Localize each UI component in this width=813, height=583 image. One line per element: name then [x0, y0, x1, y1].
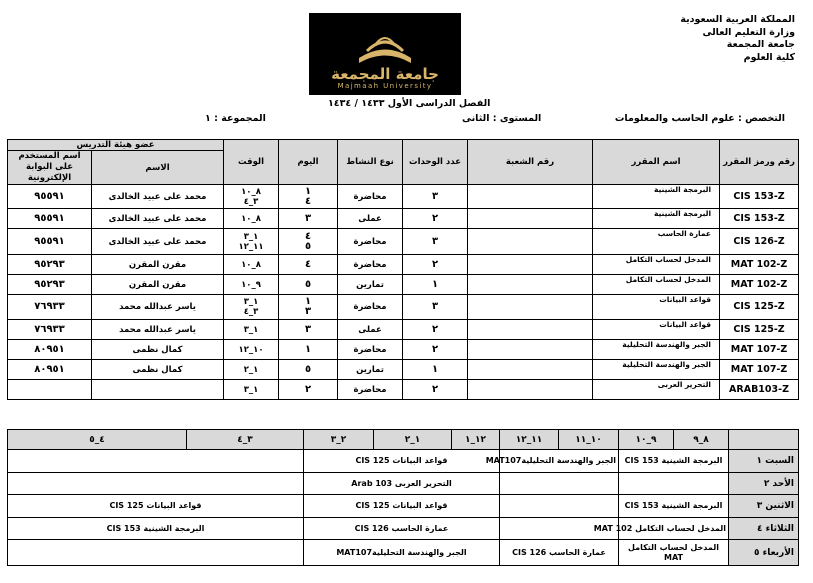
day-cell: [279, 275, 338, 295]
section-number: [468, 275, 593, 295]
day-cell: [279, 360, 338, 380]
units-count: ٢: [403, 255, 468, 275]
time-cell: [224, 275, 279, 295]
portal-username: ٩٥٢٩٣: [8, 275, 92, 295]
day-cell: [279, 320, 338, 340]
course-name: التحرير العربى: [593, 380, 720, 400]
activity-type: محاضرة: [338, 229, 403, 255]
table-row: [8, 360, 799, 380]
semester-title: الفصل الدراسى الأول ١٤٣٣ / ١٤٣٤: [328, 98, 491, 109]
course-name: البرمجة الشينية: [593, 185, 720, 209]
portal-username: ٩٥٥٩١: [8, 209, 92, 229]
day-label: الاثنين ٣: [729, 495, 799, 518]
instructor-name: محمد على عبيد الخالدى: [92, 229, 224, 255]
instructor-name: ياسر عبدالله محمد: [92, 320, 224, 340]
day-label: الثلاثاء ٤: [729, 518, 799, 540]
schedule-day-row: [8, 450, 799, 473]
schedule-cell: [8, 450, 304, 473]
course-code: MAT 107-Z: [720, 360, 799, 380]
org-line: وزارة التعليم العالى: [702, 26, 795, 38]
section-number: [468, 229, 593, 255]
day-cell-line: ٢: [304, 383, 312, 395]
time-cell: [224, 340, 279, 360]
time-cell: [224, 320, 279, 340]
activity-type: عملى: [338, 209, 403, 229]
time-cell-line: ١٠_١٢: [238, 344, 264, 355]
day-cell-line: ٥: [304, 240, 312, 252]
course-name: قواعد البيانات: [593, 295, 720, 320]
header-course: اسم المقرر: [593, 140, 720, 185]
table-row: [8, 255, 799, 275]
schedule-cell: قواعد البيانات CIS 125: [304, 495, 500, 518]
section-number: [468, 360, 593, 380]
time-cell: [224, 209, 279, 229]
units-count: ٢: [403, 380, 468, 400]
schedule-cell: عمارة الحاسب CIS 126: [304, 518, 500, 540]
activity-type: محاضرة: [338, 380, 403, 400]
time-slot-header: ١٠_١١: [559, 430, 619, 450]
day-cell-line: ٣: [304, 323, 312, 335]
units-count: ٢: [403, 340, 468, 360]
course-code: MAT 102-Z: [720, 255, 799, 275]
course-code: CIS 125-Z: [720, 320, 799, 340]
portal-username: ٧٦٩٣٣: [8, 295, 92, 320]
schedule-cell: [500, 473, 619, 495]
course-code: MAT 102-Z: [720, 275, 799, 295]
table-row: [8, 185, 799, 209]
schedule-cell: قواعد البيانات CIS 125: [304, 450, 500, 473]
day-cell: [279, 340, 338, 360]
activity-type: محاضرة: [338, 340, 403, 360]
schedule-cell: البرمجة الشينية CIS 153: [8, 518, 304, 540]
day-label: الأحد ٢: [729, 473, 799, 495]
course-code: ARAB103-Z: [720, 380, 799, 400]
day-cell-line: ٥: [304, 363, 312, 375]
section-number: [468, 320, 593, 340]
day-cell-line: ٤: [304, 258, 312, 270]
course-name: المدخل لحساب التكامل: [593, 255, 720, 275]
time-slot-header: ١١_١٢: [500, 430, 559, 450]
time-cell: [224, 295, 279, 320]
schedule-cell: [8, 540, 304, 566]
course-code: CIS 126-Z: [720, 229, 799, 255]
group-label: المجموعة : ١: [205, 113, 266, 124]
time-cell-line: ٨_١٠: [241, 213, 261, 224]
section-number: [468, 255, 593, 275]
section-number: [468, 295, 593, 320]
time-slot-header: ٣_٤: [187, 430, 304, 450]
org-line: جامعة المجمعة: [726, 39, 795, 50]
section-number: [468, 185, 593, 209]
day-cell-line: ١: [304, 296, 312, 307]
schedule-cell: البرمجة الشينية CIS 153: [619, 450, 729, 473]
course-code: CIS 153-Z: [720, 185, 799, 209]
units-count: ٣: [403, 229, 468, 255]
instructor-name: محمد على عبيد الخالدى: [92, 185, 224, 209]
specialization-label: التخصص : علوم الحاسب والمعلومات: [614, 113, 785, 124]
schedule-day-row: [8, 540, 799, 566]
instructor-name: كمال نظمى: [92, 340, 224, 360]
time-cell-line: ٣_٤: [243, 307, 259, 317]
time-cell-line: ٣_٤: [243, 196, 259, 207]
schedule-day-row: [8, 495, 799, 518]
day-cell-line: ٣: [304, 306, 312, 317]
activity-type: تمارين: [338, 360, 403, 380]
day-cell: [279, 255, 338, 275]
time-cell: [224, 380, 279, 400]
time-cell: [224, 185, 279, 209]
course-code: MAT 107-Z: [720, 340, 799, 360]
instructor-name: ياسر عبدالله محمد: [92, 295, 224, 320]
time-slot-header: ٨_٩: [674, 430, 729, 450]
schedule-cell: [500, 495, 619, 518]
portal-username: ٨٠٩٥١: [8, 340, 92, 360]
course-name: المدخل لحساب التكامل: [593, 275, 720, 295]
header-section: رقم الشعبة: [468, 140, 593, 185]
instructor-name: مقرن المقرن: [92, 275, 224, 295]
course-code: CIS 125-Z: [720, 295, 799, 320]
header-portal: اسم المستخدم على البوابة الإلكترونية: [8, 151, 92, 185]
portal-username: ٧٦٩٣٣: [8, 320, 92, 340]
activity-type: محاضرة: [338, 255, 403, 275]
time-cell: [224, 360, 279, 380]
instructor-name: محمد على عبيد الخالدى: [92, 209, 224, 229]
time-cell-line: ١١_١٢: [238, 241, 264, 252]
courses-table: [7, 139, 799, 400]
units-count: ١: [403, 275, 468, 295]
section-number: [468, 380, 593, 400]
instructor-name: مقرن المقرن: [92, 255, 224, 275]
day-cell-line: ٤: [304, 195, 312, 207]
time-slot-header: ١٢_١: [452, 430, 500, 450]
schedule-day-row: [8, 518, 799, 540]
time-cell: [224, 255, 279, 275]
schedule-header-row: [8, 430, 799, 450]
schedule-cell: [8, 473, 304, 495]
time-cell-line: ٨_١٠: [241, 259, 261, 270]
header-time: الوقت: [224, 140, 279, 185]
schedule-cell: البرمجة الشينية CIS 153: [619, 495, 729, 518]
time-slot-header: ٢_٣: [304, 430, 374, 450]
org-line: المملكة العربية السعودية: [680, 14, 795, 25]
time-slot-header: ١_٢: [374, 430, 452, 450]
day-label: الأربعاء ٥: [729, 540, 799, 566]
day-cell: [279, 295, 338, 320]
day-cell: [279, 229, 338, 255]
org-line: كلية العلوم: [743, 51, 795, 63]
day-cell: [279, 380, 338, 400]
logo-title: جامعة المجمعة: [331, 65, 439, 83]
units-count: ٣: [403, 295, 468, 320]
portal-username: ٨٠٩٥١: [8, 360, 92, 380]
instructor-name: كمال نظمى: [92, 360, 224, 380]
day-cell-line: ١: [304, 185, 312, 197]
weekly-schedule: [7, 429, 799, 566]
units-count: ٣: [403, 185, 468, 209]
schedule-day-row: [8, 473, 799, 495]
course-code: CIS 153-Z: [720, 209, 799, 229]
portal-username: ٩٥٥٩١: [8, 185, 92, 209]
time-cell-line: ٩_١٠: [241, 279, 261, 290]
table-row: [8, 320, 799, 340]
level-label: المستوى : الثانى: [462, 113, 542, 124]
table-row: [8, 229, 799, 255]
time-cell-line: ١_٣: [243, 231, 259, 242]
schedule-cell: قواعد البيانات CIS 125: [8, 495, 304, 518]
activity-type: تمارين: [338, 275, 403, 295]
course-name: عمارة الحاسب: [593, 229, 720, 255]
day-cell-line: ٣: [304, 212, 312, 224]
portal-username: ٩٥٢٩٣: [8, 255, 92, 275]
course-name: الجبر والهندسة التحليلية: [593, 360, 720, 380]
day-cell-line: ٤: [304, 230, 312, 242]
units-count: ١: [403, 360, 468, 380]
time-cell-line: ١_٣: [243, 324, 259, 335]
logo-subtitle: Majmaah University: [337, 82, 433, 90]
course-name: البرمجة الشينية: [593, 209, 720, 229]
schedule-cell: المدخل لحساب التكامل MAT 102: [619, 518, 729, 540]
time-cell-line: ١_٣: [243, 297, 259, 307]
table-row: [8, 209, 799, 229]
table-row: [8, 380, 799, 400]
table-row: [8, 340, 799, 360]
header-day: اليوم: [279, 140, 338, 185]
day-cell: [279, 209, 338, 229]
header-activity: نوع النشاط: [338, 140, 403, 185]
organization-header: [680, 14, 795, 64]
header-units: عدد الوحدات: [403, 140, 468, 185]
schedule-corner: [729, 430, 799, 450]
activity-type: عملى: [338, 320, 403, 340]
time-cell-line: ٨_١٠: [241, 186, 261, 197]
activity-type: محاضرة: [338, 185, 403, 209]
time-cell: [224, 229, 279, 255]
schedule-cell: الجبر والهندسة التحليليةMAT107: [304, 540, 500, 566]
header-name: الاسم: [92, 151, 224, 185]
day-cell: [279, 185, 338, 209]
header-code: رقم ورمز المقرر: [720, 140, 799, 185]
portal-username: [8, 380, 92, 400]
time-slot-header: ٤_٥: [8, 430, 187, 450]
section-number: [468, 209, 593, 229]
units-count: ٢: [403, 209, 468, 229]
instructor-name: [92, 380, 224, 400]
time-slot-header: ٩_١٠: [619, 430, 674, 450]
day-cell-line: ١: [304, 343, 312, 355]
table-row: [8, 275, 799, 295]
schedule-cell: الجبر والهندسة التحليليةMAT107: [500, 450, 619, 473]
schedule-cell: التحرير العربى Arab 103: [304, 473, 500, 495]
day-label: السبت ١: [729, 450, 799, 473]
time-cell-line: ١_٢: [243, 364, 259, 375]
units-count: ٢: [403, 320, 468, 340]
table-row: [8, 295, 799, 320]
schedule-cell: المدخل لحساب التكامل MAT: [619, 540, 729, 566]
activity-type: محاضرة: [338, 295, 403, 320]
section-number: [468, 340, 593, 360]
time-cell-line: ١_٣: [243, 384, 259, 395]
header-faculty: عضو هيئة التدريس: [8, 140, 224, 151]
day-cell-line: ٥: [304, 278, 312, 290]
course-name: الجبر والهندسة التحليلية: [593, 340, 720, 360]
schedule-cell: عمارة الحاسب CIS 126: [500, 540, 619, 566]
schedule-cell: [619, 473, 729, 495]
portal-username: ٩٥٥٩١: [8, 229, 92, 255]
course-name: قواعد البيانات: [593, 320, 720, 340]
